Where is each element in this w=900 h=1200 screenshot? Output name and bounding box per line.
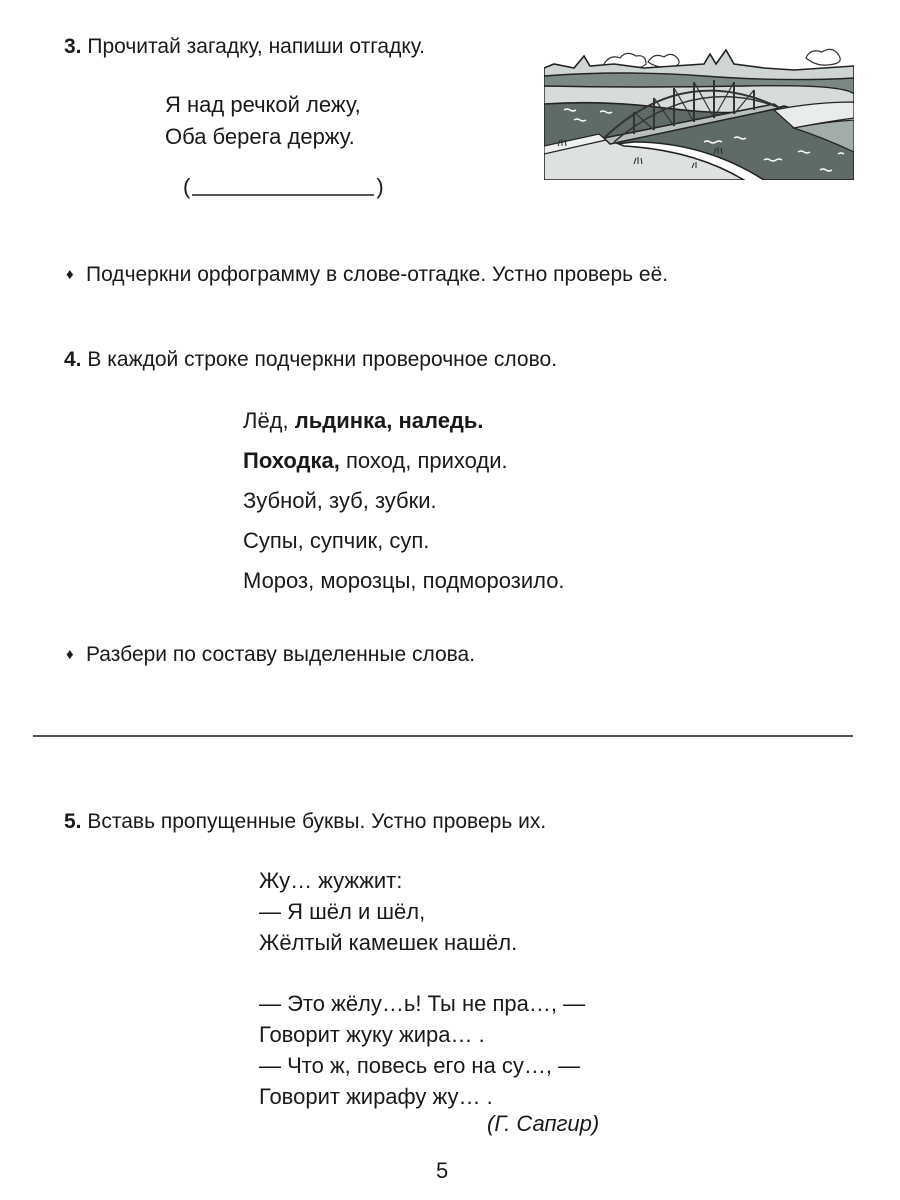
bridge-illustration bbox=[544, 42, 854, 187]
task-5-instruction: Вставь пропущенные буквы. Устно проверь их. bbox=[87, 810, 547, 833]
word-row bbox=[243, 481, 565, 521]
word-regular: Лёд, bbox=[243, 408, 295, 433]
task-4-instruction: В каждой строке подчеркни проверочное слово. bbox=[87, 348, 558, 371]
poem-line: Жёлтый камешек нашёл. bbox=[259, 930, 518, 955]
bridge-over-river-icon bbox=[544, 42, 854, 180]
task-3-heading bbox=[64, 34, 425, 60]
open-paren: ( bbox=[183, 174, 191, 199]
riddle bbox=[165, 89, 361, 153]
word-highlighted: Походка, bbox=[243, 448, 340, 473]
poem-line: Жу… жужжит: bbox=[259, 868, 403, 893]
riddle-line: Оба берега держу. bbox=[165, 124, 355, 149]
poem-line: — Я шёл и шёл, bbox=[259, 899, 426, 924]
answer-blank[interactable] bbox=[183, 172, 384, 202]
poem-stanza-2 bbox=[259, 988, 585, 1112]
word-regular: Супы, супчик, суп. bbox=[243, 528, 430, 553]
task-3-instruction: Прочитай загадку, напиши отгадку. bbox=[87, 35, 425, 58]
task-4-number: 4. bbox=[64, 348, 82, 371]
word-list bbox=[243, 401, 565, 601]
task-4-followup-text: Разбери по составу выделенные слова. bbox=[86, 643, 476, 666]
task-3-number: 3. bbox=[64, 35, 82, 58]
task-5-heading bbox=[64, 809, 546, 835]
poem-author: (Г. Сапгир) bbox=[487, 1111, 600, 1136]
word-row bbox=[243, 561, 565, 601]
word-row bbox=[243, 521, 565, 561]
word-highlighted: льдинка, наледь. bbox=[294, 408, 484, 433]
word-regular: поход, приходи. bbox=[339, 448, 508, 473]
poem-line: Говорит жуку жира… . bbox=[259, 1022, 485, 1047]
poem-line: — Это жёлу…ь! Ты не пра…, — bbox=[259, 991, 586, 1016]
page-number: 5 bbox=[436, 1158, 449, 1183]
riddle-line: Я над речкой лежу, bbox=[165, 92, 361, 117]
task-4-followup bbox=[66, 642, 475, 668]
diamond-bullet-icon: ♦ bbox=[66, 646, 74, 663]
answer-input-line[interactable] bbox=[192, 172, 374, 196]
word-row bbox=[243, 401, 565, 441]
diamond-bullet-icon: ♦ bbox=[66, 266, 74, 283]
poem-line: — Что ж, повесь его на су…, — bbox=[259, 1053, 581, 1078]
word-regular: Зубной, зуб, зубки. bbox=[243, 488, 437, 513]
close-paren: ) bbox=[376, 174, 384, 199]
section-divider bbox=[33, 735, 853, 737]
word-regular: Мороз, морозцы, подморозило. bbox=[243, 568, 565, 593]
task-3-followup-text: Подчеркни орфограмму в слове-отгадке. Устно проверь её. bbox=[86, 263, 669, 286]
task-4-heading bbox=[64, 347, 557, 373]
word-row bbox=[243, 441, 565, 481]
task-5-number: 5. bbox=[64, 810, 82, 833]
task-3-followup bbox=[66, 262, 668, 288]
poem-line: Говорит жирафу жу… . bbox=[259, 1084, 493, 1109]
poem-stanza-1 bbox=[259, 865, 517, 958]
